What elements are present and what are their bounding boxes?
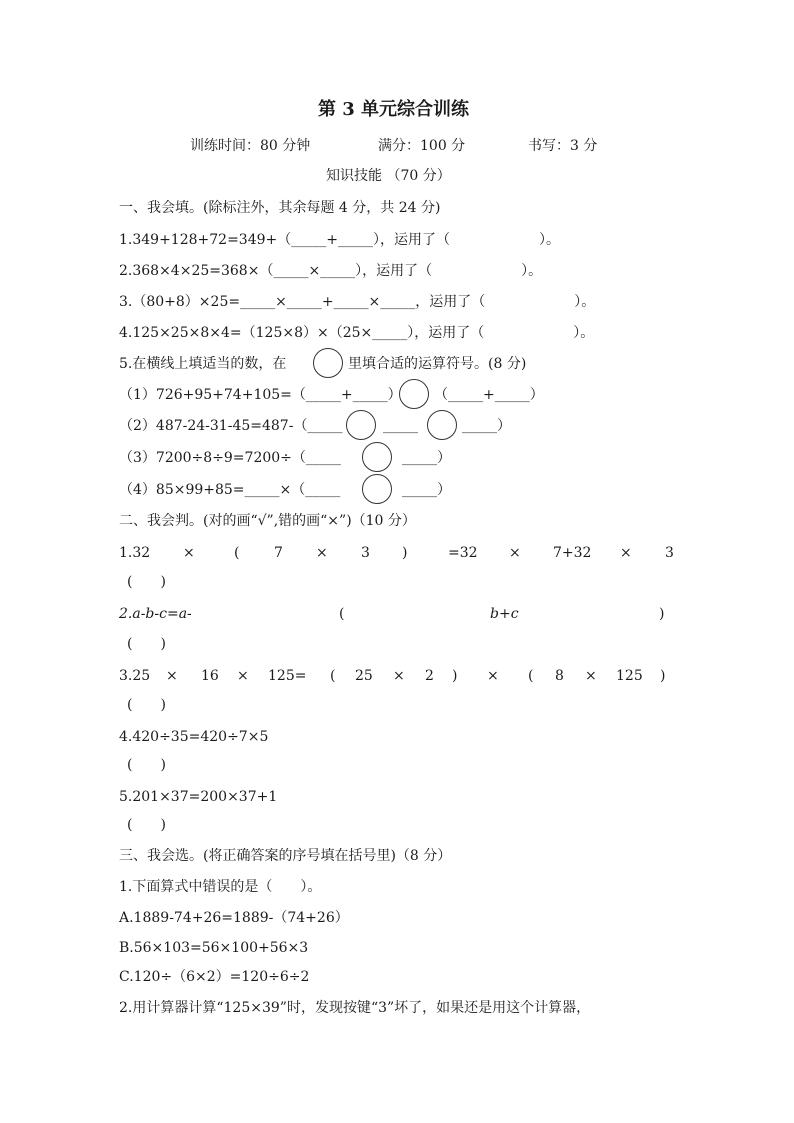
option-c: C.120÷（6×2）=120÷6÷2 xyxy=(119,969,310,985)
token: b+c xyxy=(490,606,519,622)
token: ) xyxy=(402,545,408,561)
operator-circle-input[interactable] xyxy=(362,474,392,504)
writing-score: 书写：3 分 xyxy=(528,138,598,154)
token: 7+32 xyxy=(553,545,592,561)
token: ( xyxy=(330,668,336,684)
operator-circle-input[interactable] xyxy=(427,410,457,440)
question-3-1: 1.下面算式中错误的是（ ）。 xyxy=(119,879,322,895)
question-1-5-a: 5.在横线上填适当的数，在 xyxy=(119,356,287,372)
token: 7 xyxy=(274,545,283,561)
token: 8 xyxy=(555,668,564,684)
question-1-1: 1.349+128+72=349+（_____+_____），运用了（ ）。 xyxy=(119,232,560,248)
section3-heading: 三、我会选。(将正确答案的序号填在括号里)（8 分） xyxy=(119,848,452,864)
token: 16 xyxy=(201,668,219,684)
token: 2.a-b-c=a- xyxy=(119,606,192,622)
token: × xyxy=(620,545,632,561)
token: 25 xyxy=(355,668,373,684)
question-1-5-2a: （2）487-24-31-45=487-（_____ xyxy=(119,418,343,434)
question-1-4: 4.125×25×8×4=（125×8）×（25×_____），运用了（ ）。 xyxy=(119,325,595,341)
section2-heading: 二、我会判。(对的画“√”,错的画“×”)（10 分） xyxy=(119,513,416,529)
question-2-5: 5.201×37=200×37+1 xyxy=(119,789,278,805)
token: =32 xyxy=(448,545,478,561)
token: 2 xyxy=(425,668,434,684)
operator-circle-icon xyxy=(313,348,343,378)
token: × xyxy=(316,545,328,561)
operator-circle-input[interactable] xyxy=(362,442,392,472)
question-1-5-3b: _____） xyxy=(402,450,451,466)
token: ) xyxy=(660,668,666,684)
token: 3 xyxy=(665,545,674,561)
question-1-5-2c: _____） xyxy=(462,418,511,434)
token: × xyxy=(237,668,249,684)
token: × xyxy=(166,668,178,684)
token: ( xyxy=(528,668,534,684)
token: × xyxy=(183,545,195,561)
answer-paren[interactable]: ( ) xyxy=(127,697,166,713)
question-1-5-1b: （_____+_____） xyxy=(434,387,544,403)
token: × xyxy=(487,668,499,684)
question-1-5-2b: _____ xyxy=(383,418,418,434)
token: × xyxy=(585,668,597,684)
token: ( xyxy=(234,545,240,561)
question-1-5-4b: _____） xyxy=(402,482,451,498)
question-2-4: 4.420÷35=420÷7×5 xyxy=(119,729,269,745)
question-1-2: 2.368×4×25=368×（_____×_____），运用了（ ）。 xyxy=(119,263,543,279)
answer-paren[interactable]: ( ) xyxy=(127,574,166,590)
answer-paren[interactable]: ( ) xyxy=(127,757,166,773)
token: 125 xyxy=(616,668,643,684)
question-3-2: 2.用计算器计算“125×39”时，发现按键“3”坏了，如果还是用这个计算器， xyxy=(119,1000,591,1016)
token: 3.25 xyxy=(119,668,151,684)
token: 3 xyxy=(361,545,370,561)
question-1-5-3a: （3）7200÷8÷9=7200÷（_____ xyxy=(119,450,341,466)
question-1-5-4a: （4）85×99+85=_____×（_____ xyxy=(119,482,341,498)
question-1-3: 3.（80+8）×25=_____×_____+_____×_____，运用了（ ）。 xyxy=(119,294,596,310)
full-score: 满分：100 分 xyxy=(378,138,466,154)
operator-circle-input[interactable] xyxy=(399,379,429,409)
token: 1.32 xyxy=(119,545,151,561)
token: × xyxy=(509,545,521,561)
page-title: 第 3 单元综合训练 xyxy=(318,99,470,120)
exam-time: 训练时间：80 分钟 xyxy=(190,138,311,154)
answer-paren[interactable]: ( ) xyxy=(127,636,166,652)
option-a: A.1889-74+26=1889-（74+26） xyxy=(119,910,349,926)
section1-heading: 一、我会填。(除标注外，其余每题 4 分，共 24 分) xyxy=(119,200,441,216)
token: ) xyxy=(659,606,665,622)
option-b: B.56×103=56×100+56×3 xyxy=(119,940,309,956)
token: × xyxy=(393,668,405,684)
token: ) xyxy=(452,668,458,684)
question-1-5-b: 里填合适的运算符号。(8 分) xyxy=(348,356,527,372)
section-subtitle: 知识技能 （70 分） xyxy=(326,168,451,184)
operator-circle-input[interactable] xyxy=(346,410,376,440)
question-1-5-1a: （1）726+95+74+105=（_____+_____） xyxy=(119,387,402,403)
answer-paren[interactable]: ( ) xyxy=(127,817,166,833)
token: 125= xyxy=(268,668,307,684)
token: ( xyxy=(339,606,345,622)
